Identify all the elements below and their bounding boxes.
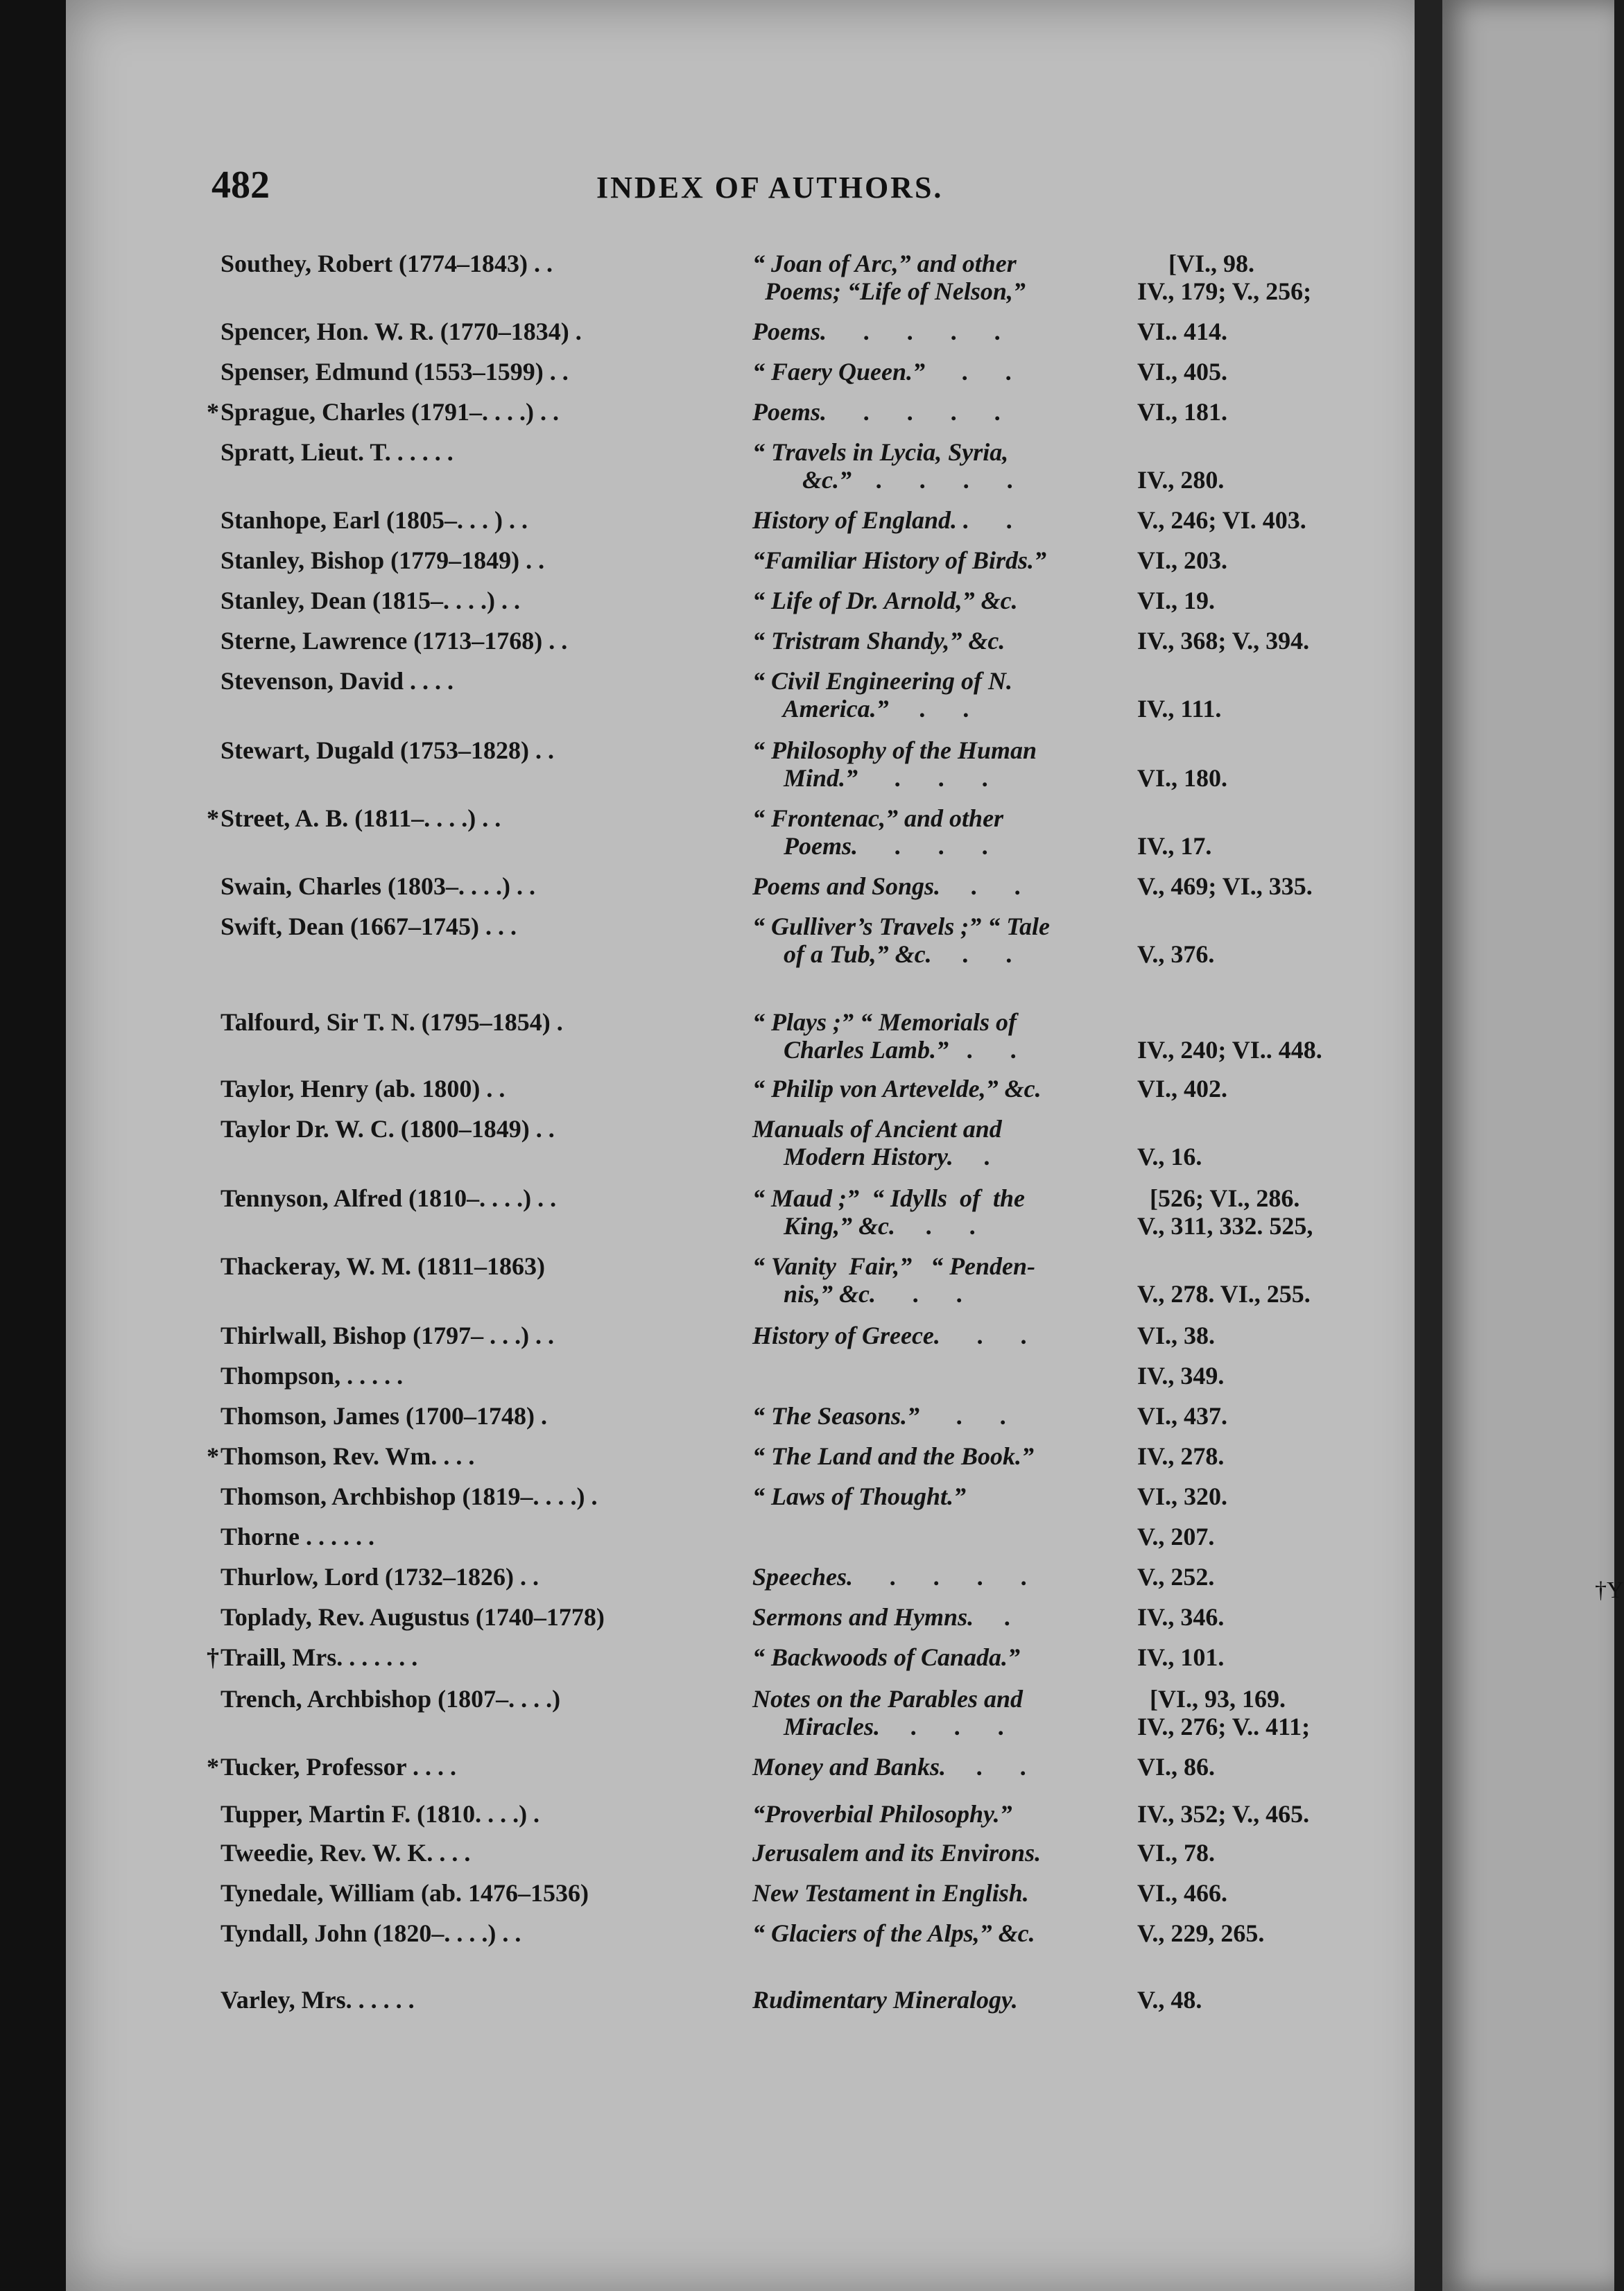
entry-work: “ Civil Engineering of N. America.” . .	[752, 667, 1013, 723]
entry-reference: IV., 278.	[1137, 1442, 1225, 1470]
facing-page-mark: †Y	[1595, 1577, 1624, 1603]
entry-author: Stewart, Dugald (1753–1828) . .	[221, 736, 554, 764]
entry-work: “ Gulliver’s Travels ;” “ Tale of a Tub,” &c. . .	[752, 913, 1050, 968]
entry-author: Tucker, Professor . . . .	[221, 1753, 457, 1781]
entry-author: Thackeray, W. M. (1811–1863)	[221, 1252, 546, 1280]
entry-reference: IV., 111.	[1137, 695, 1222, 723]
entry-reference: IV., 101.	[1137, 1643, 1225, 1671]
entry-reference: V., 376.	[1137, 940, 1215, 968]
entry-work: “ Plays ;” “ Memorials of Charles Lamb.” . .	[752, 1008, 1018, 1064]
entry-author: Trench, Archbishop (1807–. . . .)	[221, 1685, 561, 1713]
entry-work: “Familiar History of Birds.”	[752, 546, 1047, 574]
entry-author: Thomson, Rev. Wm. . . .	[221, 1442, 475, 1470]
entry-author: Sprague, Charles (1791–. . . .) . .	[221, 398, 559, 426]
entry-work: “ Tristram Shandy,” &c.	[752, 627, 1005, 655]
entry-reference: IV., 346.	[1137, 1603, 1225, 1631]
entry-author: Swift, Dean (1667–1745) . . .	[221, 913, 517, 940]
entry-work: “Proverbial Philosophy.”	[752, 1800, 1012, 1828]
entry-author: Thomson, James (1700–1748) .	[221, 1402, 548, 1430]
entry-work: “ Maud ;” “ Idylls of the King,” &c. . .	[752, 1184, 1026, 1240]
entry-marker: *	[207, 1442, 219, 1470]
entry-author: Toplady, Rev. Augustus (1740–1778)	[221, 1603, 605, 1631]
entry-author: Spratt, Lieut. T. . . . . .	[221, 438, 453, 466]
page-number: 482	[211, 164, 270, 207]
entry-marker: *	[207, 804, 219, 832]
entry-author: Thompson, . . . . .	[221, 1362, 404, 1390]
entry-marker: †	[207, 1643, 219, 1671]
entry-work: “ Vanity Fair,” “ Penden- nis,” &c. . .	[752, 1252, 1036, 1308]
entry-marker: *	[207, 1753, 219, 1781]
entry-reference: VI., 180.	[1137, 764, 1228, 792]
entry-reference: IV., 349.	[1137, 1362, 1225, 1390]
entry-work: “ Travels in Lycia, Syria, &c.” . . . .	[752, 438, 1014, 494]
entry-work: “ Life of Dr. Arnold,” &c.	[752, 587, 1018, 614]
entry-work: “ Laws of Thought.”	[752, 1482, 967, 1510]
entry-author: Southey, Robert (1774–1843) . .	[221, 250, 553, 277]
entry-author: Stanley, Bishop (1779–1849) . .	[221, 546, 545, 574]
entry-work: Rudimentary Mineralogy.	[752, 1986, 1018, 2014]
entry-author: Thorne . . . . . .	[221, 1523, 375, 1550]
entry-reference: VI., 203.	[1137, 546, 1228, 574]
entry-reference: IV., 368; V., 394.	[1137, 627, 1310, 655]
entry-work: Speeches. . . . .	[752, 1563, 1028, 1591]
entry-author: Sterne, Lawrence (1713–1768) . .	[221, 627, 568, 655]
entry-work: Poems and Songs. . .	[752, 872, 1022, 900]
entry-work: Manuals of Ancient and Modern History. .	[752, 1115, 1002, 1170]
entry-author: Talfourd, Sir T. N. (1795–1854) .	[221, 1008, 563, 1036]
entry-work: History of England. . .	[752, 506, 1014, 534]
entry-marker: *	[207, 398, 219, 426]
entry-work: Poems. . . . .	[752, 318, 1001, 345]
entry-reference: V., 48.	[1137, 1986, 1202, 2014]
entry-author: Spenser, Edmund (1553–1599) . .	[221, 358, 569, 386]
entry-work: Jerusalem and its Environs.	[752, 1839, 1042, 1867]
entry-author: Varley, Mrs. . . . . .	[221, 1986, 415, 2014]
entry-reference: VI., 181.	[1137, 398, 1228, 426]
entry-author: Tweedie, Rev. W. K. . . .	[221, 1839, 471, 1867]
entry-work: “ The Seasons.” . .	[752, 1402, 1008, 1430]
entry-work: History of Greece. . .	[752, 1322, 1028, 1349]
entry-author: Traill, Mrs. . . . . . .	[221, 1643, 418, 1671]
entry-reference: VI.. 414.	[1137, 318, 1228, 345]
entry-reference: VI., 466.	[1137, 1879, 1228, 1907]
entry-author: Taylor, Henry (ab. 1800) . .	[221, 1075, 506, 1103]
entry-work: “ Faery Queen.” . .	[752, 358, 1012, 386]
entry-author: Stanhope, Earl (1805–. . . ) . .	[221, 506, 528, 534]
entry-reference: VI., 320.	[1137, 1482, 1228, 1510]
entry-work: Notes on the Parables and Miracles. . . .	[752, 1685, 1023, 1740]
entry-author: Swain, Charles (1803–. . . .) . .	[221, 872, 536, 900]
entry-reference: VI., 38.	[1137, 1322, 1216, 1349]
entry-author: Stevenson, David . . . .	[221, 667, 454, 695]
entry-author: Thurlow, Lord (1732–1826) . .	[221, 1563, 539, 1591]
entry-work: Money and Banks. . .	[752, 1753, 1028, 1781]
entry-author: Stanley, Dean (1815–. . . .) . .	[221, 587, 520, 614]
entry-reference: VI., 402.	[1137, 1075, 1228, 1103]
entry-work: “ Joan of Arc,” and other Poems; “Life of Nelson,”	[752, 250, 1026, 305]
entry-reference: V., 469; VI., 335.	[1137, 872, 1313, 900]
entry-work: “ Glaciers of the Alps,” &c.	[752, 1919, 1035, 1947]
entry-reference: [VI., 93, 169. IV., 276; V.. 411;	[1137, 1685, 1311, 1740]
entry-reference: V., 246; VI. 403.	[1137, 506, 1306, 534]
entry-work: “ The Land and the Book.”	[752, 1442, 1035, 1470]
entry-work: Poems. . . . .	[752, 398, 1001, 426]
page-title: INDEX OF AUTHORS.	[596, 171, 944, 205]
entry-reference: IV., 17.	[1137, 832, 1212, 860]
entry-author: Spencer, Hon. W. R. (1770–1834) .	[221, 318, 582, 345]
entry-reference: VI., 78.	[1137, 1839, 1216, 1867]
entry-author: Thirlwall, Bishop (1797– . . .) . .	[221, 1322, 555, 1349]
entry-author: Thomson, Archbishop (1819–. . . .) .	[221, 1482, 598, 1510]
entry-work: “ Frontenac,” and other Poems. . . .	[752, 804, 1004, 860]
entry-reference: V., 207.	[1137, 1523, 1215, 1550]
entry-author: Tynedale, William (ab. 1476–1536)	[221, 1879, 589, 1907]
entry-reference: V., 16.	[1137, 1143, 1202, 1170]
entry-work: Sermons and Hymns. .	[752, 1603, 1012, 1631]
entry-work: “ Philip von Artevelde,” &c.	[752, 1075, 1042, 1103]
entry-work: “ Philosophy of the Human Mind.” . . .	[752, 736, 1037, 792]
entry-author: Tennyson, Alfred (1810–. . . .) . .	[221, 1184, 557, 1212]
entry-reference: IV., 240; VI.. 448.	[1137, 1036, 1322, 1064]
entry-reference: IV., 352; V., 465.	[1137, 1800, 1310, 1828]
entry-author: Taylor Dr. W. C. (1800–1849) . .	[221, 1115, 555, 1143]
entry-reference: VI., 405.	[1137, 358, 1228, 386]
entry-author: Tupper, Martin F. (1810. . . .) .	[221, 1800, 540, 1828]
entry-reference: VI., 19.	[1137, 587, 1216, 614]
entry-reference: [VI., 98. IV., 179; V., 256;	[1137, 250, 1312, 305]
entry-reference: IV., 280.	[1137, 466, 1225, 494]
entry-reference: VI., 86.	[1137, 1753, 1216, 1781]
entry-author: Street, A. B. (1811–. . . .) . .	[221, 804, 501, 832]
entry-work: New Testament in English.	[752, 1879, 1029, 1907]
entry-reference: V., 252.	[1137, 1563, 1215, 1591]
entry-author: Tyndall, John (1820–. . . .) . .	[221, 1919, 521, 1947]
entry-reference: V., 278. VI., 255.	[1137, 1280, 1311, 1308]
entry-work: “ Backwoods of Canada.”	[752, 1643, 1021, 1671]
entry-reference: [526; VI., 286. V., 311, 332. 525,	[1137, 1184, 1313, 1240]
entry-reference: VI., 437.	[1137, 1402, 1228, 1430]
entry-reference: V., 229, 265.	[1137, 1919, 1265, 1947]
